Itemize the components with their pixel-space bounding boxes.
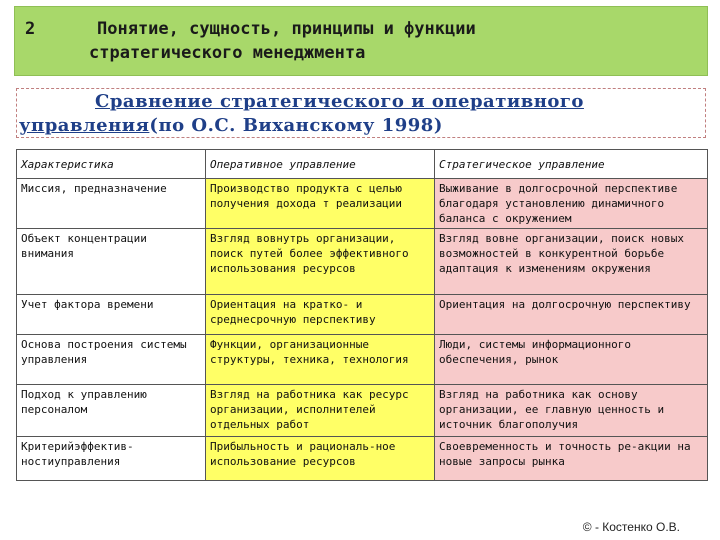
table-row xyxy=(17,229,708,295)
table-row xyxy=(17,179,708,229)
row-operational: Взгляд вовнутрь организации, поиск путей более эффективного использования ресурсов xyxy=(206,229,435,295)
slide-number: 2 xyxy=(25,19,36,39)
table-row xyxy=(17,295,708,335)
row-strategic: Люди, системы информационного обеспечения, рынок xyxy=(435,335,708,385)
row-operational: Ориентация на кратко- и среднесрочную перспективу xyxy=(206,295,435,335)
row-label: Критерийэффектив-ностиуправления xyxy=(17,437,206,481)
table-header-row xyxy=(17,150,708,179)
row-operational: Взгляд на работника как ресурс организации, исполнителей отдельных работ xyxy=(206,385,435,437)
subtitle-line2 xyxy=(19,115,443,136)
row-operational: Производство продукта с целью получения дохода т реализации xyxy=(206,179,435,229)
row-label: Основа построения системы управления xyxy=(17,335,206,385)
row-operational: Прибыльность и рациональ-ное использование ресурсов xyxy=(206,437,435,481)
table-row xyxy=(17,437,708,481)
subtitle-line1: Сравнение стратегического и оперативного xyxy=(95,91,584,112)
row-label: Учет фактора времени xyxy=(17,295,206,335)
row-strategic: Взгляд вовне организации, поиск новых возможностей в конкурентной борьбе адаптация к изменениям окружения xyxy=(435,229,708,295)
table-row xyxy=(17,335,708,385)
subtitle-source: (по О.С. Виханскому 1998) xyxy=(149,115,443,136)
header-strategic: Стратегическое управление xyxy=(435,150,708,179)
row-strategic: Взгляд на работника как основу организации, ее главную ценность и источник благополучия xyxy=(435,385,708,437)
header-operational: Оперативное управление xyxy=(206,150,435,179)
slide-title-line2: стратегического менеджмента xyxy=(89,43,366,63)
slide-title-line1: Понятие, сущность, принципы и функции xyxy=(97,19,476,39)
row-operational: Функции, организационные структуры, техника, технология xyxy=(206,335,435,385)
comparison-table xyxy=(16,149,708,481)
subtitle-box xyxy=(16,88,706,138)
header-characteristic: Характеристика xyxy=(17,150,206,179)
row-strategic: Ориентация на долгосрочную перспективу xyxy=(435,295,708,335)
table-row xyxy=(17,385,708,437)
row-strategic: Своевременность и точность ре-акции на новые запросы рынка xyxy=(435,437,708,481)
subtitle-underlined-word: управления xyxy=(19,115,150,136)
row-label: Подход к управлению персоналом xyxy=(17,385,206,437)
row-label: Миссия, предназначение xyxy=(17,179,206,229)
slide-title xyxy=(89,17,689,65)
slide-title-box xyxy=(14,6,708,76)
row-label: Объект концентрации внимания xyxy=(17,229,206,295)
row-strategic: Выживание в долгосрочной перспективе благодаря установлению динамичного баланса с окружением xyxy=(435,179,708,229)
author-credit: © - Костенко О.В. xyxy=(582,520,680,534)
